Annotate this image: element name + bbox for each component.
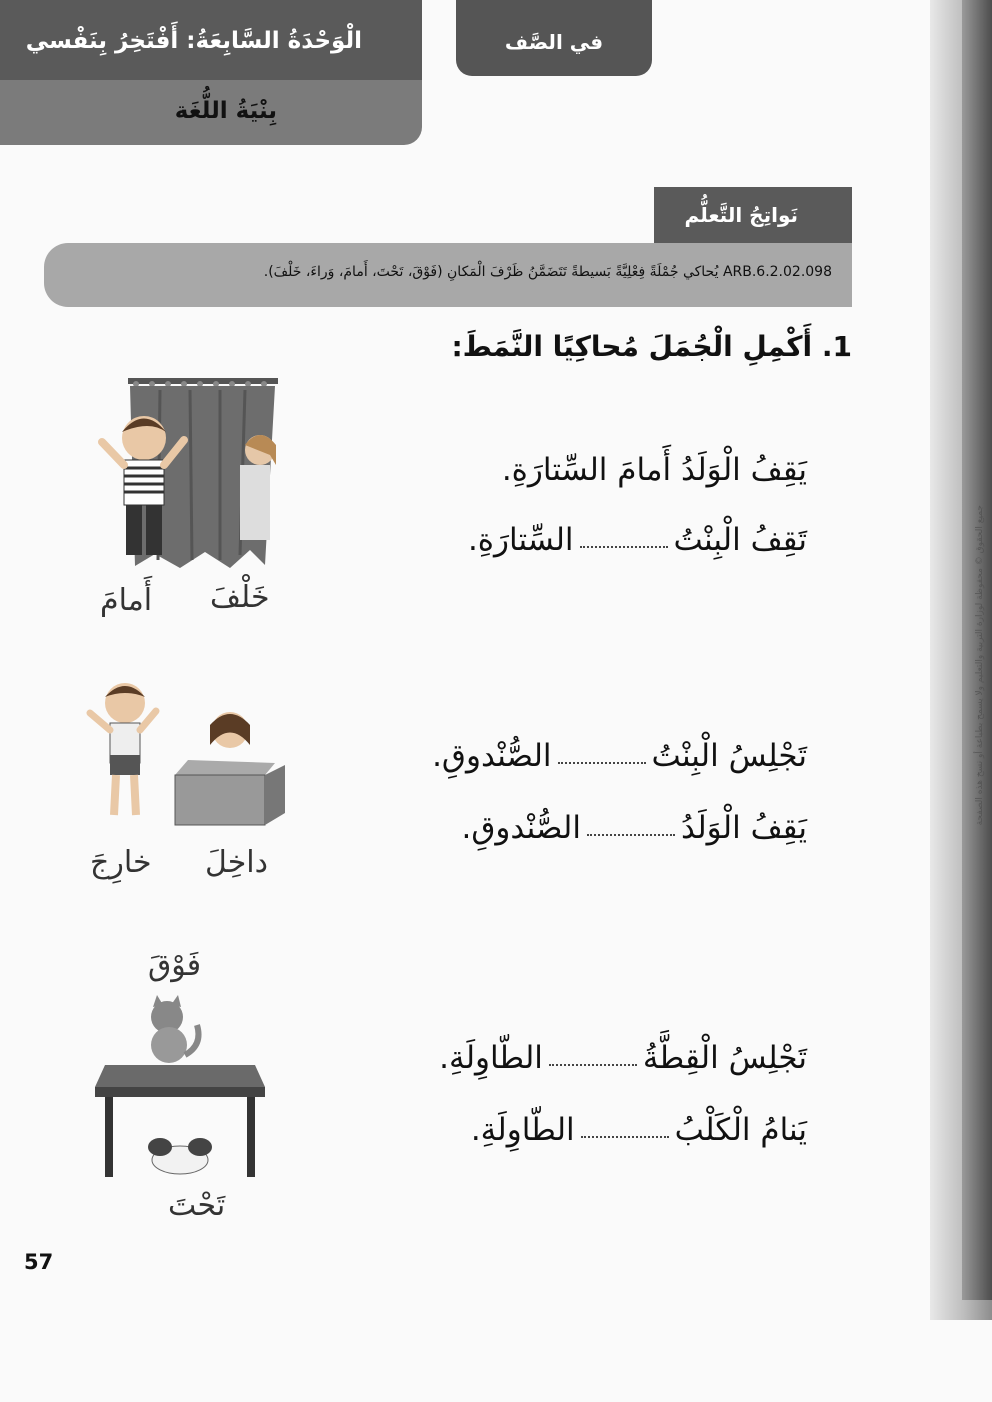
ex3-s1-end: الطّاوِلَةِ. (439, 1040, 543, 1076)
unit-title-band (0, 0, 422, 80)
ex3-blank-2[interactable] (581, 1126, 669, 1138)
ex2-blank-1[interactable] (558, 752, 646, 764)
outcomes-text: ARB.6.2.02.098 يُحاكي جُمْلَةً فِعْلِيَّةً بَسيطةً تَتَضَمَّنُ ظَرْفَ الْمَكانِ (فَوْقَ، تَحْتَ، أَمامَ، وَراءَ، خَلْفَ). (263, 264, 832, 280)
section-title: بِنْيَةُ اللُّغَة (174, 98, 277, 124)
table-edge (95, 1087, 265, 1097)
girl-body (240, 465, 270, 540)
ex3-sentence-1 (439, 1040, 807, 1076)
ex2-sentence-2 (462, 810, 808, 846)
table-leg-right (247, 1097, 255, 1177)
ex2-sentence-1 (432, 738, 807, 774)
question-title: 1. أَكْمِلِ الْجُمَلَ مُحاكِيًا النَّمَطَ: (451, 330, 852, 363)
box-side (265, 765, 285, 825)
ex3-sentence-2 (471, 1112, 807, 1148)
unit-header-box (0, 0, 422, 145)
dog-ear-right (188, 1138, 212, 1156)
box-flap (175, 760, 275, 775)
ex1-sentence-end: السِّتارَةِ. (467, 522, 574, 558)
cat-tail (185, 1025, 199, 1055)
ex1-sentence (468, 522, 807, 558)
ex3-blank-1[interactable] (549, 1054, 637, 1066)
ex2-s2-end: الصُّنْدوقِ. (461, 810, 581, 846)
boy2-shorts (110, 755, 140, 775)
table-pets-illustration (85, 995, 275, 1185)
boy-right-leg (146, 505, 162, 555)
ex1-blank[interactable] (580, 536, 668, 548)
cat-ear-left (153, 995, 163, 1007)
outcomes-bar (44, 243, 852, 307)
unit-title: الْوَحْدَةُ السَّابِعَةُ: أَفْتَخِرُ بِنَفْسي (25, 28, 362, 54)
boy-left-leg (126, 505, 142, 555)
page-number: 57 (24, 1250, 54, 1274)
word-above: فَوْقَ (148, 948, 202, 983)
curtain-kids-illustration (80, 370, 300, 580)
ex2-s1-start: تَجْلِسُ الْبِنْتُ (651, 738, 807, 774)
class-tab (456, 0, 652, 76)
word-outside: خارِجَ (90, 845, 152, 880)
word-inside: داخِلَ (205, 845, 268, 880)
outcomes-label: نَواتِجُ التَّعلُّم (684, 203, 798, 227)
ex3-s1-start: تَجْلِسُ الْقِطَّةُ (642, 1040, 807, 1076)
outcomes-tab (654, 187, 852, 243)
ex2-s1-end: الصُّنْدوقِ. (432, 738, 552, 774)
ex3-s2-start: يَنامُ الْكَلْبُ (674, 1112, 807, 1148)
box-kids-illustration (80, 675, 300, 835)
ex1-sentence-start: تَقِفُ الْبِنْتُ (673, 522, 807, 558)
boy2-legs (114, 775, 136, 815)
dog-ear-left (148, 1138, 172, 1156)
copyright-side-note: جميع الحقوق © محفوظة لوزارة التربية والتعليم ولا يسمح بطباعة أو نسخ هذه الصفحة (975, 505, 985, 826)
word-behind: خَلْفَ (210, 580, 270, 615)
ex1-model-sentence: يَقِفُ الْوَلَدُ أَمامَ السِّتارَةِ. (501, 452, 807, 488)
cat-body (151, 1027, 187, 1063)
ex2-s2-start: يَقِفُ الْوَلَدُ (680, 810, 807, 846)
ex2-blank-2[interactable] (587, 824, 675, 836)
ex3-s2-end: الطّاوِلَةِ. (470, 1112, 575, 1148)
class-label: في الصَّف (504, 30, 604, 54)
box-front (175, 775, 265, 825)
word-under: تَحْتَ (168, 1188, 226, 1223)
cat-ear-right (171, 995, 181, 1007)
table-top (95, 1065, 265, 1087)
table-leg-left (105, 1097, 113, 1177)
word-in-front: أَمامَ (100, 583, 153, 618)
